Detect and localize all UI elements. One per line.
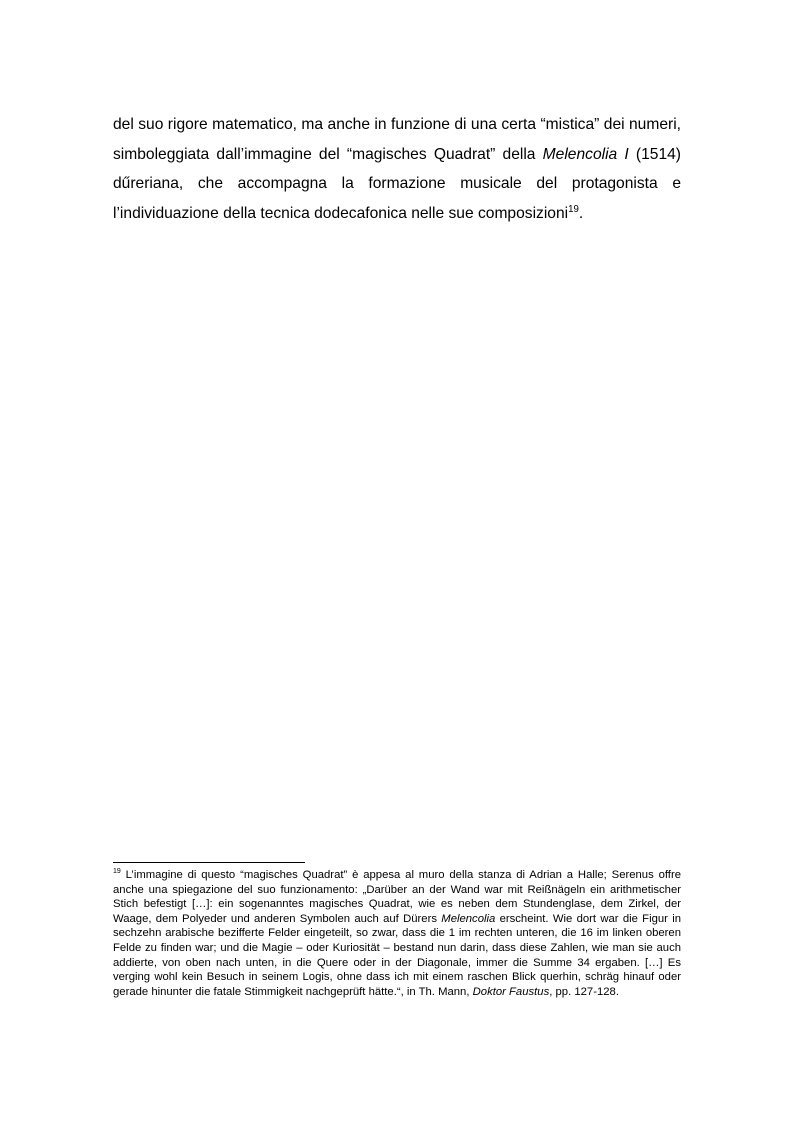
artwork-title: Melencolia I <box>542 145 629 163</box>
book-title: Doktor Faustus <box>472 985 550 998</box>
artwork-title: Melencolia <box>441 912 496 925</box>
footnote-separator <box>113 862 305 863</box>
footnote <box>113 868 681 999</box>
body-paragraph <box>113 110 681 228</box>
footnote-text-segment: erscheint. Wie dort war die Figur in sechzehn arabische bezifferte Felder eingeteilt, so zwar, dass die 1 im rechten unteren, die 16 im linken oberen Felde zu finden war; und die Magie – oder Kuriosität – bestand nun darin, dass diese Zahlen, wie man sie auch addierte, von oben nach unten, in die Quere oder in der Diagonale, immer die Summe 34 ergaben. […] Es verging wohl kein Besuch in seinem Logis, ohne dass ich mit einem raschen Blick querhin, schräg hinauf oder gerade hinunter die fatale Stimmigkeit nachgeprüft hätte.“, in Th. Mann, <box>113 912 681 998</box>
footnote-reference[interactable]: 19 <box>568 203 579 215</box>
footnote-text-segment: , pp. 127-128. <box>549 985 619 998</box>
body-text-segment: (1514) dűreriana, che accompagna la formazione musicale del protagonista e l’individuazione della tecnica dodecafonica nelle sue composizioni <box>113 145 681 222</box>
body-text-segment: del suo rigore matematico, ma anche in funzione di una certa “mistica” dei numeri, simboleggiata dall’immagine del “magisches Quadrat” della <box>113 116 681 163</box>
body-text-segment: . <box>578 204 584 222</box>
footnote-text-segment: L’immagine di questo “magisches Quadrat” è appesa al muro della stanza di Adrian a Halle; Serenus offre anche una spiegazione del suo funzionamento: „Darüber an der Wand war mit Reißnägeln ein arithmetischer Stich befestigt […]: ein sogenanntes magisches Quadrat, wie es neben dem Stundenglase, dem Zirkel, der Waage, dem Polyeder und anderen Symbolen auch auf Dürers <box>113 869 681 925</box>
footnote-number: 19 <box>113 868 121 876</box>
